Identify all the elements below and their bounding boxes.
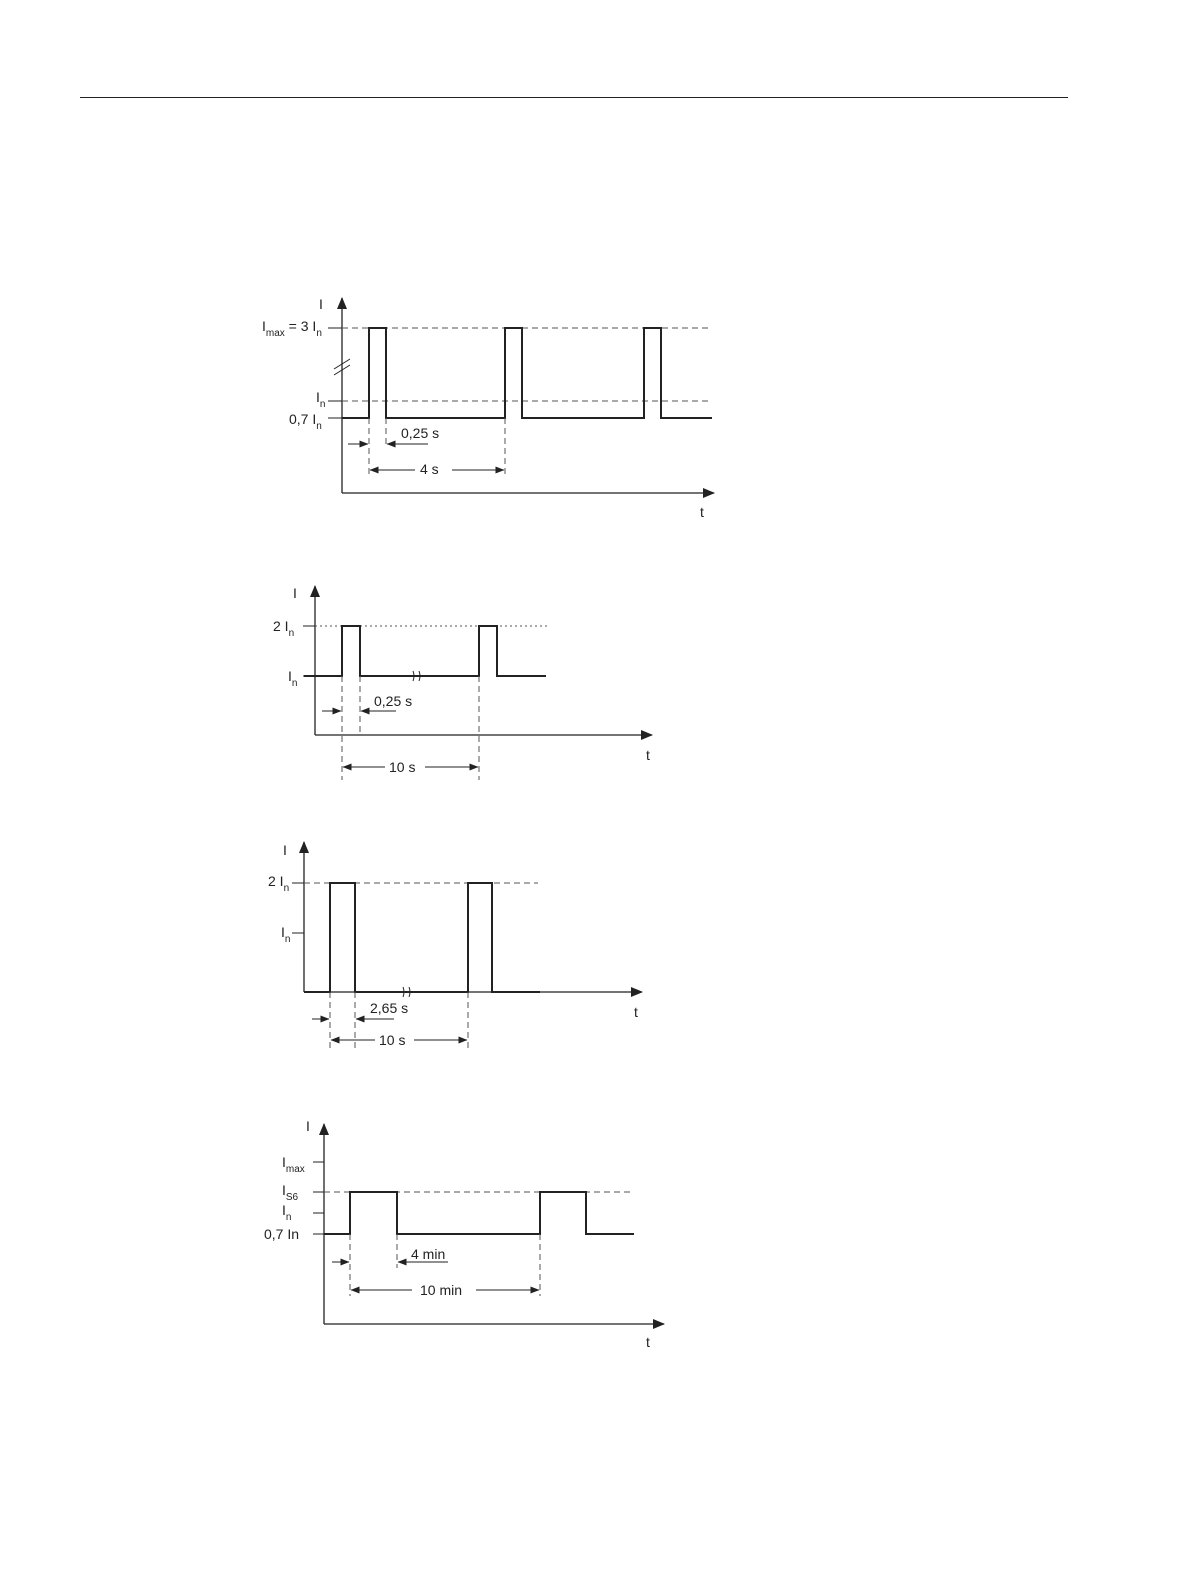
- d2-label-in: $I_n$: [288, 668, 298, 689]
- d4-label-07in: 0,7 In: [264, 1226, 300, 1242]
- d4-dim2-label: 10 min: [420, 1282, 463, 1298]
- d4-label-imax: $I_{max}$: [282, 1154, 305, 1175]
- diagram-1: [262, 296, 714, 520]
- d3-label-in: $I_n$: [281, 924, 291, 945]
- d4-label-in: $I_n$: [282, 1202, 292, 1223]
- diagram-2: [273, 585, 652, 780]
- d3-dim2-label: 10 s: [379, 1032, 406, 1048]
- d3-y-axis-label: I: [283, 842, 287, 858]
- diagram-3: [268, 842, 642, 1048]
- d3-signal: [304, 883, 540, 992]
- d1-signal: [342, 328, 712, 418]
- d3-x-axis-label: t: [634, 1004, 638, 1020]
- diagram-4: [264, 1118, 664, 1350]
- d2-dim1-label: 0,25 s: [374, 693, 413, 709]
- d1-x-axis-label: t: [700, 504, 704, 520]
- d4-x-axis-label: t: [646, 1334, 650, 1350]
- d3-dim1-label: 2,65 s: [370, 1000, 409, 1016]
- d1-y-axis-label: I: [319, 296, 323, 312]
- d2-label-2in: 2 $I_n$: [273, 618, 295, 639]
- d2-dim2-label: 10 s: [389, 759, 416, 775]
- d2-signal: [304, 626, 546, 676]
- d4-label-is6: $I_{S6}$: [282, 1182, 299, 1203]
- d2-x-axis-label: t: [646, 747, 650, 763]
- d2-y-axis-label: I: [293, 585, 297, 601]
- d1-dim1-label: 0,25 s: [401, 425, 440, 441]
- d1-label-imax: $I_{max} = 3$ $I_n$: [262, 318, 322, 339]
- d4-dim1-label: 4 min: [411, 1246, 446, 1262]
- d1-dim2-label: 4 s: [420, 461, 439, 477]
- d4-y-axis-label: I: [306, 1118, 310, 1134]
- d4-signal: [324, 1192, 634, 1234]
- d1-label-in: $I_n$: [316, 389, 326, 410]
- d3-label-2in: 2 $I_n$: [268, 873, 290, 894]
- d1-label-07in: 0,7 $I_n$: [289, 411, 322, 432]
